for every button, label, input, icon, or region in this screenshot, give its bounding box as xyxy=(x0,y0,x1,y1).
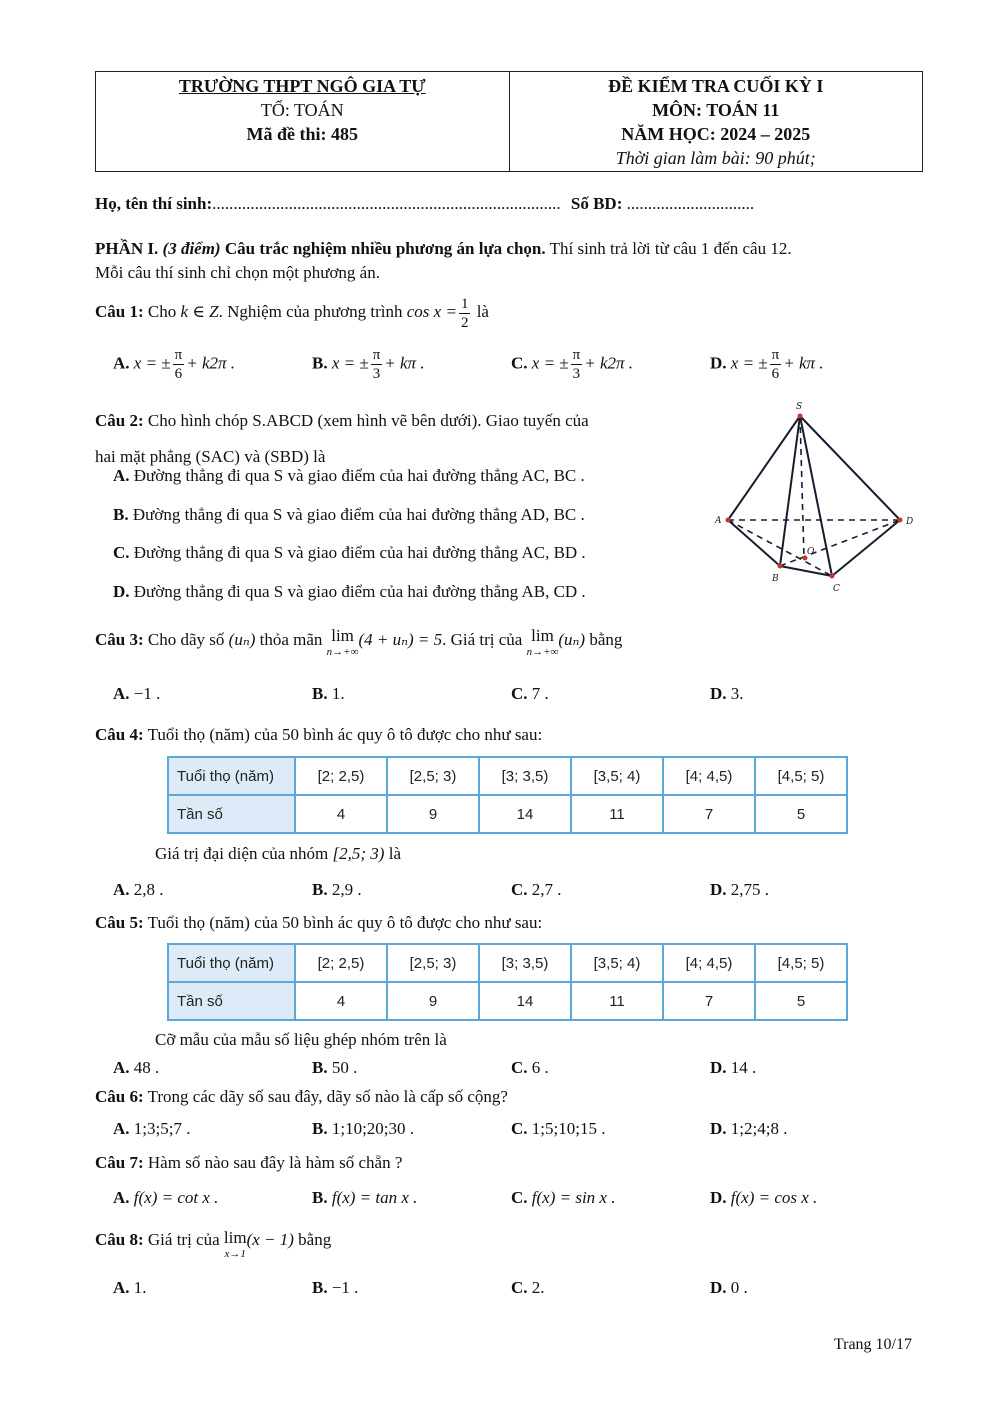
question-2 xyxy=(95,403,695,475)
math-expr: x = ± xyxy=(730,353,768,373)
math-expr: x = ± xyxy=(331,353,369,373)
name-label: Họ, tên thí sinh: xyxy=(95,194,213,213)
q5-option-d[interactable] xyxy=(710,1058,756,1078)
option-text: 2,8 . xyxy=(133,880,164,899)
student-info xyxy=(95,194,754,214)
edge-sd xyxy=(800,416,900,520)
subject: MÔN: TOÁN 11 xyxy=(652,100,780,120)
q3-option-b[interactable] xyxy=(312,684,345,704)
point-s xyxy=(798,414,803,419)
table-cell: 11 xyxy=(571,795,663,833)
table-cell: [3; 3,5) xyxy=(479,757,571,795)
exam-title: ĐỀ KIỂM TRA CUỐI KỲ I xyxy=(608,76,824,96)
part1-intro xyxy=(95,237,925,285)
math-expr: (x − 1) xyxy=(246,1230,294,1249)
lim-word: lim xyxy=(531,626,554,645)
math-expr: + kπ . xyxy=(783,353,824,373)
table-cell: [4; 4,5) xyxy=(663,757,755,795)
option-text: 6 . xyxy=(531,1058,549,1077)
option-text: −1 . xyxy=(133,684,161,703)
exam-block xyxy=(509,72,923,171)
q-text: hai mặt phẳng (SAC) và (SBD) là xyxy=(95,447,326,466)
option-letter: B. xyxy=(312,1278,328,1297)
option-text: f(x) = sin x . xyxy=(531,1188,616,1207)
option-letter: C. xyxy=(511,1058,528,1077)
table-cell: 14 xyxy=(479,982,571,1020)
option-letter: D. xyxy=(113,582,130,601)
option-text: 50 . xyxy=(331,1058,358,1077)
frac-den: 2 xyxy=(460,314,469,331)
q6-option-c[interactable] xyxy=(511,1119,605,1139)
q8-option-a[interactable] xyxy=(113,1278,147,1298)
option-letter: D. xyxy=(710,684,727,703)
option-text: 1. xyxy=(133,1278,147,1297)
fraction xyxy=(571,346,583,383)
sbd-dots: .............................. xyxy=(626,194,755,213)
q1-option-c[interactable] xyxy=(511,346,633,383)
option-letter: D. xyxy=(710,353,727,373)
q-label: Câu 4: xyxy=(95,725,144,744)
question-6 xyxy=(95,1087,508,1107)
option-letter: A. xyxy=(113,1188,130,1207)
q-label: Câu 6: xyxy=(95,1087,144,1106)
q8-option-b[interactable] xyxy=(312,1278,358,1298)
q5-option-c[interactable] xyxy=(511,1058,549,1078)
q-text: Giá trị của xyxy=(147,1230,220,1249)
option-text: Đường thẳng đi qua S và giao điểm của hai đường thẳng AB, CD . xyxy=(133,582,586,601)
q5-prompt xyxy=(155,1030,447,1050)
part1-bold: Câu trắc nghiệm nhiều phương án lựa chọn. xyxy=(224,239,546,258)
q2-option-d[interactable] xyxy=(113,582,586,602)
option-text: 1;2;4;8 . xyxy=(730,1119,788,1138)
lim-sub: x→1 xyxy=(224,1248,246,1260)
fraction xyxy=(173,346,185,383)
frac-num: π xyxy=(771,347,780,363)
option-letter: B. xyxy=(312,1188,328,1207)
point-d xyxy=(898,518,903,523)
limit xyxy=(527,628,559,660)
q8-option-d[interactable] xyxy=(710,1278,748,1298)
option-letter: B. xyxy=(312,1119,328,1138)
q3-option-a[interactable] xyxy=(113,684,160,704)
option-letter: D. xyxy=(710,1188,727,1207)
fraction xyxy=(770,346,782,383)
q6-option-d[interactable] xyxy=(710,1119,787,1139)
table-header: Tuổi thọ (năm) xyxy=(168,944,295,982)
q-text: bằng xyxy=(589,630,623,649)
option-letter: C. xyxy=(113,543,130,562)
option-text: 0 . xyxy=(730,1278,748,1297)
q-text: bằng xyxy=(298,1230,332,1249)
table-cell: 9 xyxy=(387,982,479,1020)
q-text: . Giá trị của xyxy=(442,630,523,649)
frequency-table-q5 xyxy=(167,943,848,1021)
table-cell: [3,5; 4) xyxy=(571,944,663,982)
q-label: Câu 8: xyxy=(95,1230,144,1249)
pyramid-figure xyxy=(700,398,925,598)
option-letter: D. xyxy=(710,1058,727,1077)
q7-option-b[interactable] xyxy=(312,1188,417,1208)
option-letter: A. xyxy=(113,684,130,703)
option-text: f(x) = cos x . xyxy=(730,1188,818,1207)
option-letter: A. xyxy=(113,466,130,485)
point-a xyxy=(726,518,731,523)
lim-sub: n→+∞ xyxy=(326,646,359,658)
lim-word: lim xyxy=(223,1228,247,1247)
math-expr: [2,5; 3) xyxy=(332,844,385,863)
table-cell: 5 xyxy=(755,982,847,1020)
option-text: 2. xyxy=(531,1278,545,1297)
option-letter: A. xyxy=(113,353,130,373)
q2-option-c[interactable] xyxy=(113,543,586,563)
frac-num: π xyxy=(572,347,581,363)
part1-text: Thí sinh trả lời từ câu 1 đến câu 12. xyxy=(549,239,792,258)
point-c xyxy=(830,574,835,579)
q3-option-c[interactable] xyxy=(511,684,549,704)
option-text: 7 . xyxy=(531,684,549,703)
label-c: C xyxy=(833,584,840,594)
name-dots: .................................................................................. xyxy=(212,194,561,213)
q4-option-c[interactable] xyxy=(511,880,562,900)
option-text: 2,7 . xyxy=(531,880,562,899)
q2-option-a[interactable] xyxy=(113,466,585,486)
q1-option-a[interactable] xyxy=(113,346,235,383)
frac-den: 6 xyxy=(174,366,183,382)
frequency-table-q4 xyxy=(167,756,848,834)
q-text: Tuổi thọ (năm) của 50 bình ác quy ô tô được cho như sau: xyxy=(147,725,543,744)
part1-text2: Mỗi câu thí sinh chỉ chọn một phương án. xyxy=(95,263,380,282)
frac-num: π xyxy=(372,347,381,363)
q-text: Tuổi thọ (năm) của 50 bình ác quy ô tô được cho như sau: xyxy=(147,913,543,932)
option-letter: C. xyxy=(511,1278,528,1297)
option-letter: B. xyxy=(312,353,328,373)
lim-sub: n→+∞ xyxy=(526,646,559,658)
option-letter: B. xyxy=(113,505,129,524)
exam-code: Mã đề thi: 485 xyxy=(246,124,358,144)
table-cell: 4 xyxy=(295,982,387,1020)
q4-option-b[interactable] xyxy=(312,880,362,900)
part1-points: (3 điểm) xyxy=(162,239,221,258)
option-letter: D. xyxy=(710,1278,727,1297)
table-cell: [2; 2,5) xyxy=(295,757,387,795)
school-name: TRƯỜNG THPT NGÔ GIA TỰ xyxy=(178,76,426,96)
question-5 xyxy=(95,913,542,933)
q7-option-d[interactable] xyxy=(710,1188,817,1208)
q-label: Câu 1: xyxy=(95,302,144,321)
point-b xyxy=(778,564,783,569)
math-expr: x = ± xyxy=(531,353,569,373)
table-cell: 11 xyxy=(571,982,663,1020)
option-text: f(x) = cot x . xyxy=(133,1188,219,1207)
frac-den: 3 xyxy=(372,366,381,382)
math-expr: (4 + uₙ) = 5 xyxy=(358,630,443,649)
option-letter: C. xyxy=(511,1188,528,1207)
option-letter: D. xyxy=(710,1119,727,1138)
label-b: B xyxy=(772,574,779,584)
q-text: là xyxy=(476,302,489,321)
q7-option-a[interactable] xyxy=(113,1188,218,1208)
math-expr: + k2π . xyxy=(584,353,634,373)
option-text: Đường thẳng đi qua S và giao điểm của hai đường thẳng AD, BC . xyxy=(132,505,585,524)
option-letter: A. xyxy=(113,1119,130,1138)
option-text: 1;3;5;7 . xyxy=(133,1119,191,1138)
label-d: D xyxy=(906,517,914,527)
duration: Thời gian làm bài: 90 phút; xyxy=(615,148,816,168)
math-expr: + k2π . xyxy=(186,353,236,373)
option-letter: A. xyxy=(113,1278,130,1297)
limit xyxy=(224,1230,247,1262)
math-expr: k ∈ Z xyxy=(180,302,219,321)
table-cell: [4; 4,5) xyxy=(663,944,755,982)
exam-header xyxy=(95,71,923,172)
edge-bc xyxy=(780,566,832,576)
option-text: f(x) = tan x . xyxy=(331,1188,418,1207)
lim-word: lim xyxy=(331,626,354,645)
q-text: Cho dãy số xyxy=(147,630,225,649)
option-text: 1;5;10;15 . xyxy=(531,1119,606,1138)
table-cell: 7 xyxy=(663,982,755,1020)
page-number: Trang 10/17 xyxy=(833,1336,912,1353)
fraction xyxy=(371,346,383,383)
option-text: 48 . xyxy=(133,1058,160,1077)
q-text: Cho xyxy=(147,302,177,321)
q-text: Cỡ mẫu của mẫu số liệu ghép nhóm trên là xyxy=(155,1030,447,1049)
q5-option-b[interactable] xyxy=(312,1058,357,1078)
option-letter: C. xyxy=(511,880,528,899)
part1-title: PHẦN I. xyxy=(95,239,159,258)
q-label: Câu 2: xyxy=(95,411,144,430)
school-year: NĂM HỌC: 2024 – 2025 xyxy=(621,124,811,144)
option-letter: A. xyxy=(113,1058,130,1077)
q-text: Hàm số nào sau đây là hàm số chẵn ? xyxy=(147,1153,403,1172)
q-text: Cho hình chóp S.ABCD (xem hình vẽ bên dưới). Giao tuyến của xyxy=(147,411,589,430)
frac-num: 1 xyxy=(460,295,469,312)
table-cell: [2,5; 3) xyxy=(387,944,479,982)
q-text: Trong các dãy số sau đây, dãy số nào là cấp số cộng? xyxy=(147,1087,508,1106)
option-text: −1 . xyxy=(331,1278,359,1297)
school-block xyxy=(96,72,509,171)
q8-option-c[interactable] xyxy=(511,1278,545,1298)
edge-sb xyxy=(780,416,800,566)
table-cell: 4 xyxy=(295,795,387,833)
q5-option-a[interactable] xyxy=(113,1058,159,1078)
q-text: Giá trị đại diện của nhóm xyxy=(155,844,329,863)
q3-option-d[interactable] xyxy=(710,684,744,704)
department: TỔ: TOÁN xyxy=(260,100,344,120)
question-8 xyxy=(95,1230,331,1262)
table-cell: [3,5; 4) xyxy=(571,757,663,795)
frac-den: 3 xyxy=(572,366,581,382)
edge-cd xyxy=(832,520,900,576)
option-text: 2,9 . xyxy=(331,880,362,899)
q-label: Câu 5: xyxy=(95,913,144,932)
table-cell: [2; 2,5) xyxy=(295,944,387,982)
option-letter: B. xyxy=(312,1058,328,1077)
q6-option-b[interactable] xyxy=(312,1119,414,1139)
q4-option-d[interactable] xyxy=(710,880,769,900)
math-expr: (uₙ) xyxy=(558,630,586,649)
option-text: 1;10;20;30 . xyxy=(331,1119,415,1138)
table-header: Tuổi thọ (năm) xyxy=(168,757,295,795)
question-7 xyxy=(95,1153,402,1173)
option-text: 2,75 . xyxy=(730,880,770,899)
option-text: 14 . xyxy=(730,1058,757,1077)
q1-option-d[interactable] xyxy=(710,346,824,383)
q-label: Câu 7: xyxy=(95,1153,144,1172)
table-header: Tần số xyxy=(168,795,295,833)
limit xyxy=(327,628,359,660)
frac-num: π xyxy=(174,347,183,363)
fraction xyxy=(459,295,471,332)
sbd-label: Số BD: xyxy=(570,194,623,213)
question-1 xyxy=(95,292,489,332)
q4-prompt xyxy=(155,844,401,864)
table-header: Tần số xyxy=(168,982,295,1020)
math-expr: + kπ . xyxy=(384,353,425,373)
table-cell: 5 xyxy=(755,795,847,833)
q-text: là xyxy=(388,844,401,863)
math-expr: (uₙ) xyxy=(228,630,256,649)
q2-option-b[interactable] xyxy=(113,505,585,525)
table-cell: [4,5; 5) xyxy=(755,757,847,795)
option-text: Đường thẳng đi qua S và giao điểm của hai đường thẳng AC, BD . xyxy=(133,543,586,562)
option-letter: B. xyxy=(312,684,328,703)
option-letter: B. xyxy=(312,880,328,899)
option-letter: D. xyxy=(710,880,727,899)
table-cell: 7 xyxy=(663,795,755,833)
table-cell: [3; 3,5) xyxy=(479,944,571,982)
q-text: thỏa mãn xyxy=(259,630,323,649)
option-text: 1. xyxy=(331,684,345,703)
q7-option-c[interactable] xyxy=(511,1188,615,1208)
question-3 xyxy=(95,628,622,660)
table-cell: [4,5; 5) xyxy=(755,944,847,982)
math-expr: x = ± xyxy=(133,353,171,373)
label-a: A xyxy=(715,516,722,526)
q1-option-b[interactable] xyxy=(312,346,425,383)
frac-den: 6 xyxy=(771,366,780,382)
diag-bd-hidden xyxy=(780,520,900,566)
table-cell: 14 xyxy=(479,795,571,833)
option-letter: C. xyxy=(511,353,528,373)
table-cell: [2,5; 3) xyxy=(387,757,479,795)
label-s: S xyxy=(796,402,803,412)
q6-option-a[interactable] xyxy=(113,1119,190,1139)
table-cell: 9 xyxy=(387,795,479,833)
option-text: Đường thẳng đi qua S và giao điểm của hai đường thẳng AC, BC . xyxy=(133,466,585,485)
option-text: 3. xyxy=(730,684,744,703)
q-label: Câu 3: xyxy=(95,630,144,649)
question-4 xyxy=(95,725,542,745)
math-expr: cos x = xyxy=(406,302,457,321)
label-o: O xyxy=(807,547,815,557)
q4-option-a[interactable] xyxy=(113,880,164,900)
option-letter: C. xyxy=(511,1119,528,1138)
option-letter: A. xyxy=(113,880,130,899)
q-text: . Nghiệm của phương trình xyxy=(218,302,403,321)
option-letter: C. xyxy=(511,684,528,703)
